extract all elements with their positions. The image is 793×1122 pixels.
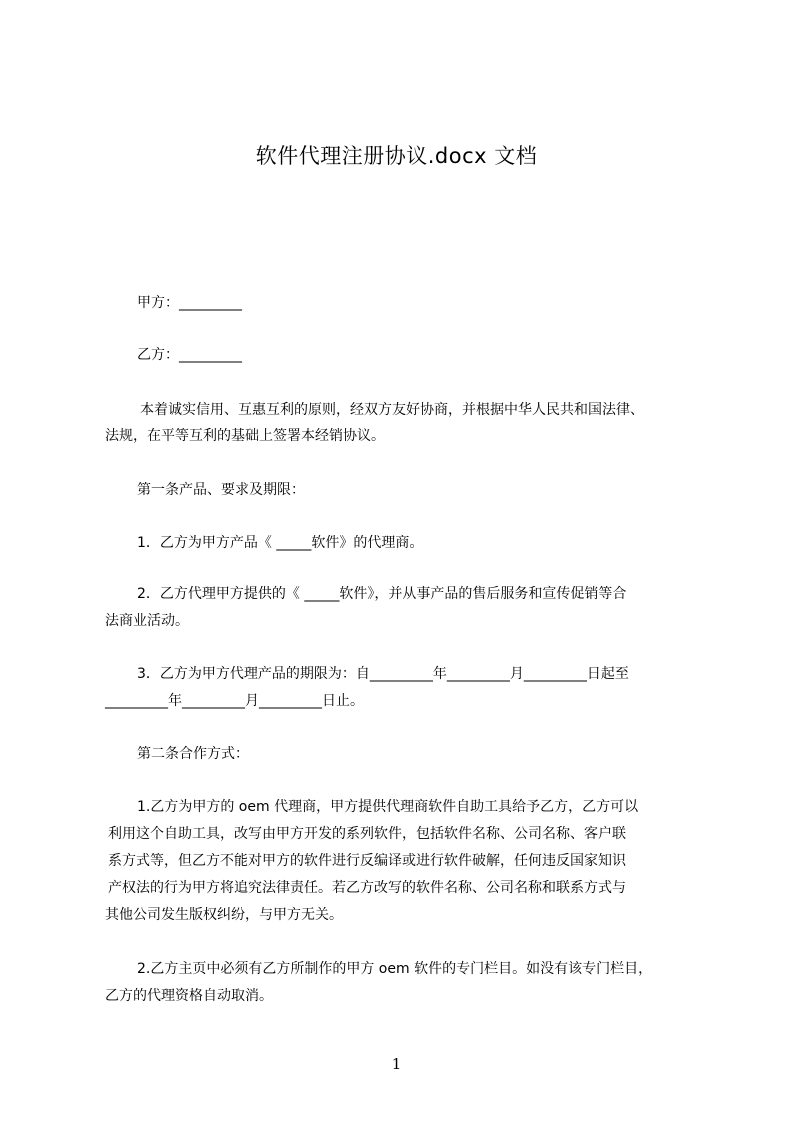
article-1-heading: 第一条产品、要求及期限：: [137, 482, 305, 498]
party-a-line: 甲方：_________: [137, 295, 242, 311]
article-2-heading: 第二条合作方式：: [137, 746, 249, 762]
preamble-line-1: 本着诚实信用、互惠互利的原则，经双方友好协商，并根据中华人民共和国法律、: [140, 402, 644, 418]
article-1-item-2-line-2: 法商业活动。: [105, 613, 189, 629]
article-2-item-1-line-2: 利用这个自助工具，改写由甲方开发的系列软件，包括软件名称、公司名称、客户联: [108, 826, 626, 842]
page-number: 1: [391, 1055, 402, 1073]
article-1-item-1: 1．乙方为甲方产品《 _____软件》的代理商。: [137, 535, 424, 551]
article-2-item-2-line-1: 2.乙方主页中必须有乙方所制作的甲方 oem 软件的专门栏目。如没有该专门栏目，: [137, 961, 653, 977]
preamble-line-2: 法规，在平等互利的基础上签署本经销协议。: [105, 428, 385, 444]
party-b-line: 乙方：_________: [137, 347, 242, 363]
article-2-item-1-line-4: 产权法的行为甲方将追究法律责任。若乙方改写的软件名称、公司名称和联系方式与: [108, 880, 626, 896]
article-1-item-3-line-1: 3．乙方为甲方代理产品的期限为：自_________年_________月_________日起至: [137, 666, 629, 682]
article-2-item-1-line-1: 1.乙方为甲方的 oem 代理商，甲方提供代理商软件自助工具给予乙方，乙方可以: [137, 799, 639, 815]
article-2-item-2-line-2: 乙方的代理资格自动取消。: [105, 988, 273, 1004]
article-2-item-1-line-5: 其他公司发生版权纠纷，与甲方无关。: [105, 907, 343, 923]
article-1-item-3-line-2: _________年_________月_________日止。: [105, 693, 364, 709]
article-1-item-2-line-1: 2．乙方代理甲方提供的《 _____软件》，并从事产品的售后服务和宣传促销等合: [137, 586, 627, 602]
document-title: 软件代理注册协议.docx 文档: [255, 144, 538, 168]
article-2-item-1-line-3: 系方式等，但乙方不能对甲方的软件进行反编译或进行软件破解，任何违反国家知识: [108, 853, 626, 869]
